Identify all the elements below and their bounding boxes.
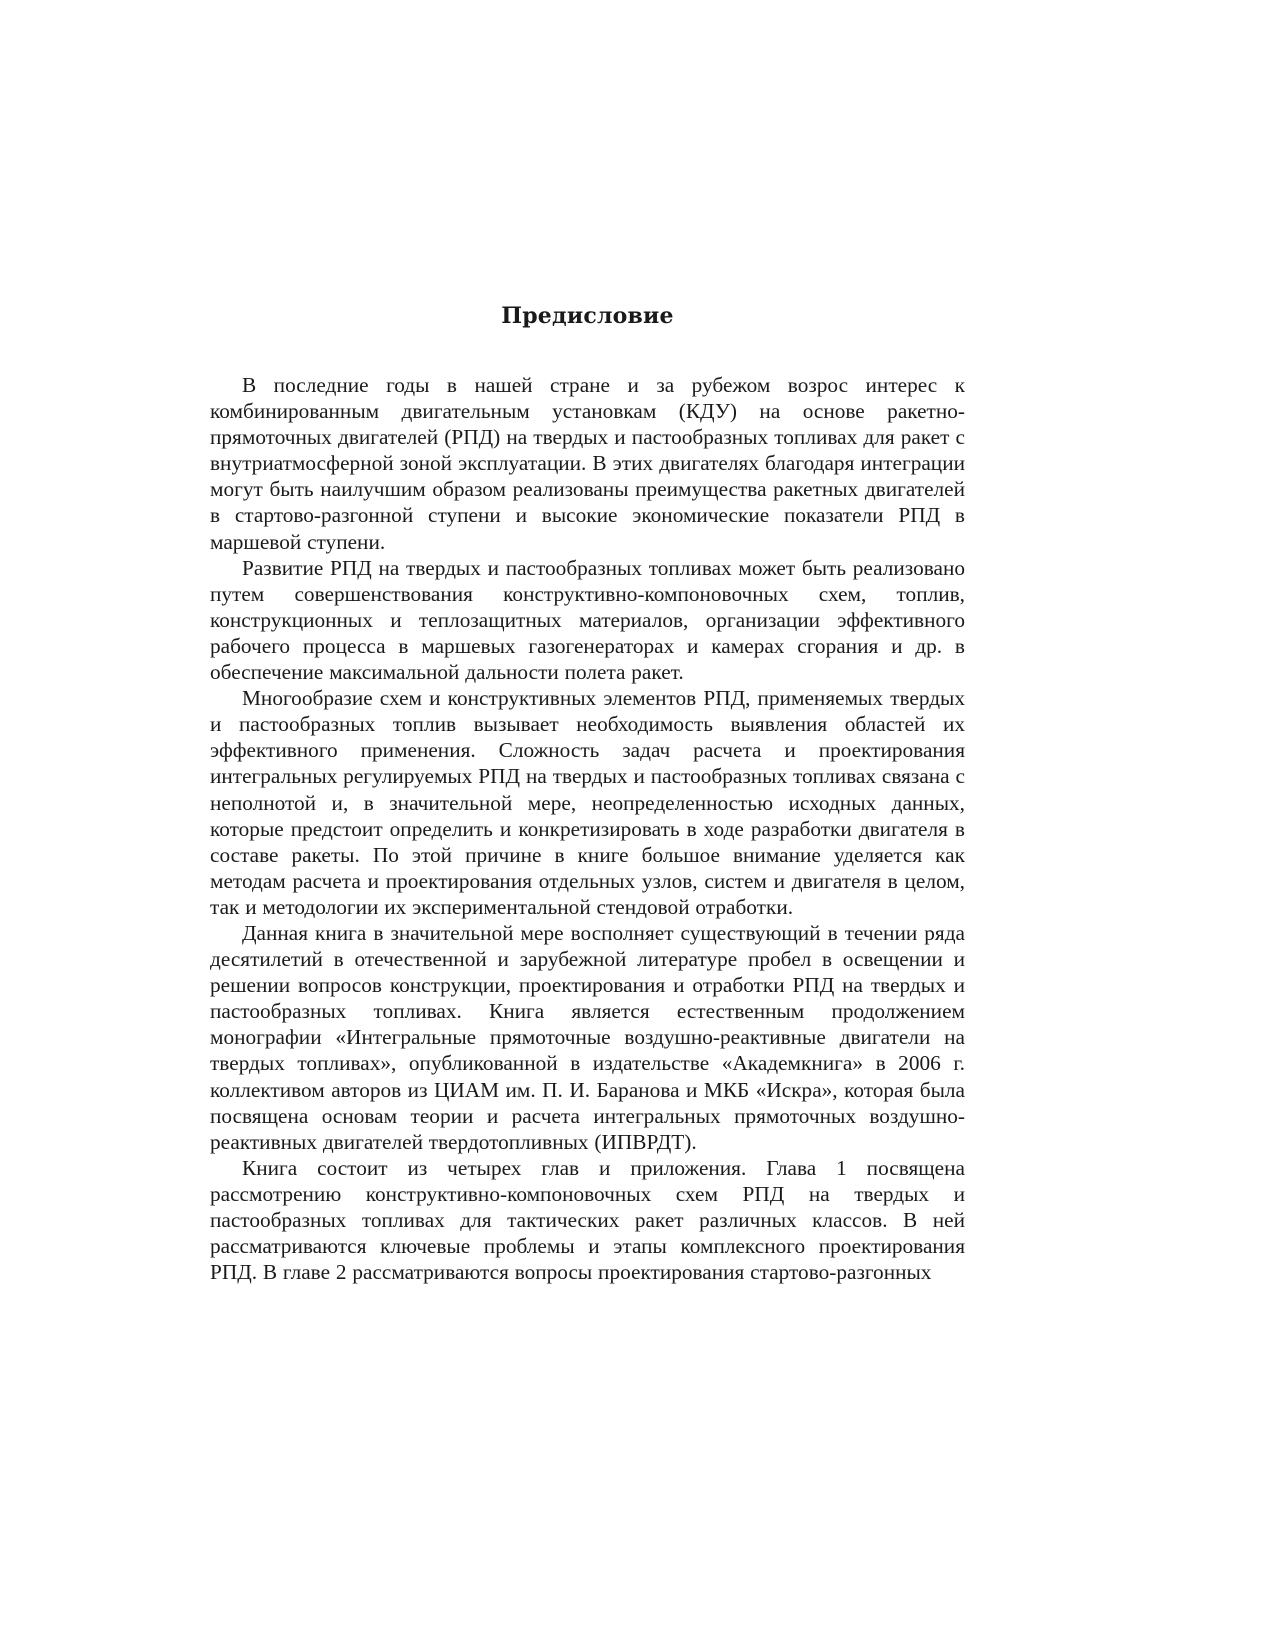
- paragraph: Развитие РПД на твердых и пастообразных топливах может быть реализовано путем совершенствования конструктивно-компоновочных схем, топлив, конструкционных и теплозащитных материалов, организации эффективного рабочего процесса в маршевых газогенераторах и камерах сгорания и др. в обеспечение максимальной дальности полета ракет.: [210, 555, 965, 685]
- paragraph: Книга состоит из четырех глав и приложения. Глава 1 посвящена рассмотрению конструктивно-компоновочных схем РПД на твердых и пастообразных топливах для тактических ракет различных классов. В ней рассматриваются ключевые проблемы и этапы комплексного проектирования РПД. В главе 2 рассматриваются вопросы проектирования стартово-разгонных: [210, 1155, 965, 1285]
- page-title: Предисловие: [501, 303, 674, 329]
- body-text: [210, 372, 965, 1285]
- paragraph: В последние годы в нашей стране и за рубежом возрос интерес к комбинированным двигательным установкам (КДУ) на основе ракетно-прямоточных двигателей (РПД) на твердых и пастообразных топливах для ракет с внутриатмосферной зоной эксплуатации. В этих двигателях благодаря интеграции могут быть наилучшим образом реализованы преимущества ракетных двигателей в стартово-разгонной ступени и высокие экономические показатели РПД в маршевой ступени.: [210, 373, 965, 554]
- paragraph: Данная книга в значительной мере восполняет существующий в течении ряда десятилетий в отечественной и зарубежной литературе пробел в освещении и решении вопросов конструкции, проектирования и отработки РПД на твердых и пастообразных топливах. Книга является естественным продолжением монографии «Интегральные прямоточные воздушно-реактивные двигатели на твердых топливах», опубликованной в издательстве «Академкнига» в 2006 г. коллективом авторов из ЦИАМ им. П. И. Баранова и МКБ «Искра», которая была посвящена основам теории и расчета интегральных прямоточных воздушно-реактивных двигателей твердотопливных (ИПВРДТ).: [210, 920, 965, 1154]
- paragraph: Многообразие схем и конструктивных элементов РПД, применяемых твердых и пастообразных топлив вызывает необходимость выявления областей их эффективного применения. Сложность задач расчета и проектирования интегральных регулируемых РПД на твердых и пастообразных топливах связана с неполнотой и, в значительной мере, неопределенностью исходных данных, которые предстоит определить и конкретизировать в ходе разработки двигателя в составе ракеты. По этой причине в книге большое внимание уделяется как методам расчета и проектирования отдельных узлов, систем и двигателя в целом, так и методологии их экспериментальной стендовой отработки.: [210, 686, 965, 919]
